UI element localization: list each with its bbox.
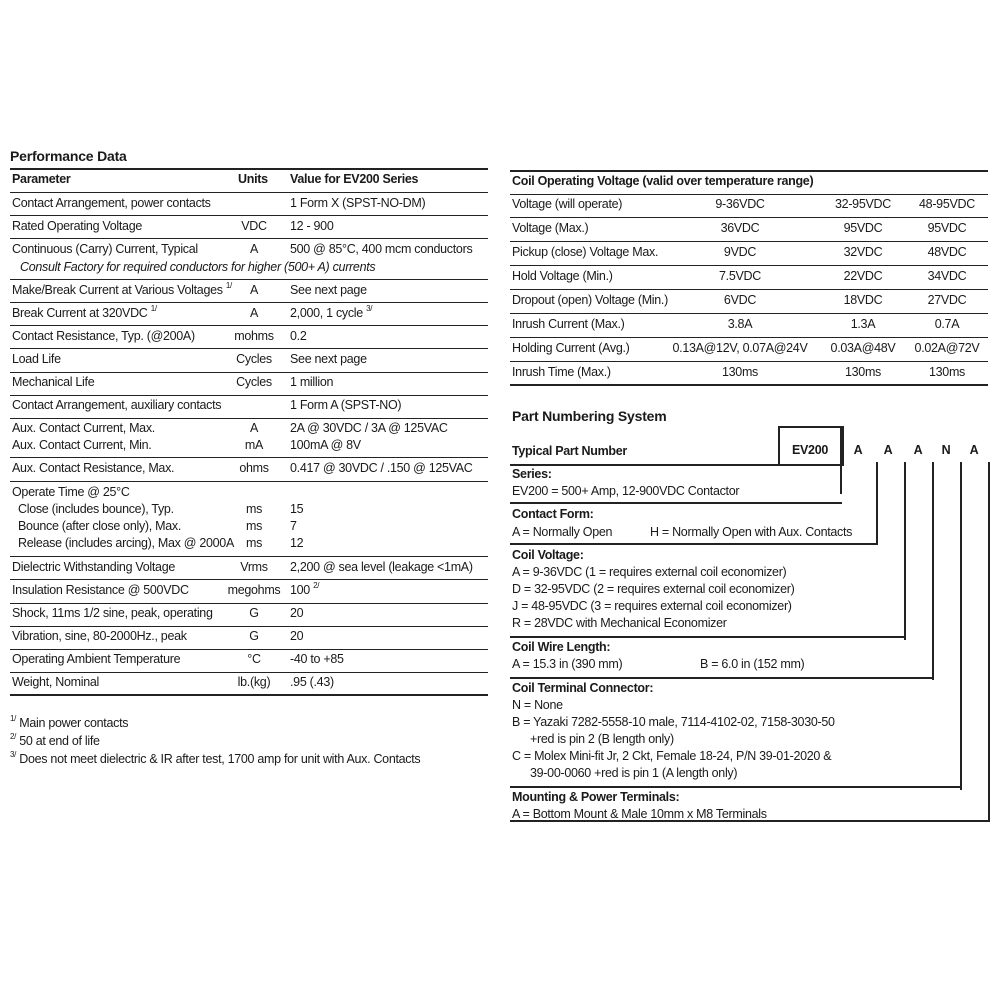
table-row-value: 0.417 @ 30VDC / .150 @ 125VAC (290, 461, 473, 475)
code-mounting: A (969, 443, 979, 457)
table-row-units: A (249, 242, 259, 256)
header-parameter: Parameter (12, 172, 71, 186)
section-line: +red is pin 2 (B length only) (530, 732, 674, 746)
coil-row-label: Voltage (Max.) (512, 221, 589, 235)
divider (10, 481, 488, 482)
table-row-parameter: Aux. Contact Current, Max. (12, 421, 155, 435)
table-row-value: 2,000, 1 cycle $^{3/}$ (290, 304, 373, 320)
coil-row-c2: 95VDC (843, 221, 883, 235)
section-line: D = 32-95VDC (2 = requires external coil economizer) (512, 582, 795, 596)
coil-row-c3: 130ms (928, 365, 966, 379)
table-row-parameter: Continuous (Carry) Current, Typical (12, 242, 198, 256)
section-title-coil-wire-length: Coil Wire Length: (512, 640, 611, 654)
coil-row-c1: 3.8A (727, 317, 753, 331)
divider (510, 194, 988, 195)
section-line: A = 15.3 in (390 mm) (512, 657, 623, 671)
table-row-units: G (249, 606, 259, 620)
divider (510, 464, 842, 466)
section-line: R = 28VDC with Mechanical Economizer (512, 616, 727, 630)
coil-row-c2: 22VDC (843, 269, 883, 283)
coil-row-label: Pickup (close) Voltage Max. (512, 245, 659, 259)
table-row-parameter: Aux. Contact Resistance, Max. (12, 461, 175, 475)
table-row-value: 20 (290, 606, 304, 620)
table-row-note: Consult Factory for required conductors for higher (500+ A) currents (20, 260, 376, 274)
table-row-units: mohms (234, 329, 274, 343)
code-terminal-connector: N (941, 443, 951, 457)
table-row-parameter: Load Life (12, 352, 61, 366)
table-row-parameter: Break Current at 320VDC $^{1/}$ (12, 304, 157, 320)
divider (510, 313, 988, 314)
table-row-parameter: Insulation Resistance @ 500VDC (12, 583, 189, 597)
divider (510, 265, 988, 266)
table-row-value: 20 (290, 629, 304, 643)
divider (10, 603, 488, 604)
divider (510, 543, 878, 545)
table-row-parameter: Release (includes arcing), Max @ 2000A (18, 536, 234, 550)
divider (10, 168, 488, 170)
table-row-units: lb.(kg) (237, 675, 271, 689)
table-row-parameter: Rated Operating Voltage (12, 219, 143, 233)
coil-row-label: Voltage (will operate) (512, 197, 623, 211)
coil-row-c1: 36VDC (720, 221, 760, 235)
divider (510, 361, 988, 362)
section-line: EV200 = 500+ Amp, 12-900VDC Contactor (512, 484, 740, 498)
table-row-parameter: Dielectric Withstanding Voltage (12, 560, 176, 574)
connector-line (840, 426, 842, 494)
connector-line (932, 462, 934, 680)
divider (510, 502, 842, 504)
section-line: J = 48-95VDC (3 = requires external coil economizer) (512, 599, 792, 613)
coil-row-label: Inrush Time (Max.) (512, 365, 611, 379)
table-row-parameter: Contact Arrangement, power contacts (12, 196, 211, 210)
coil-row-c1: 130ms (721, 365, 759, 379)
divider (10, 279, 488, 280)
connector-line (988, 462, 990, 822)
table-row-value: See next page (290, 352, 367, 366)
coil-row-c1: 6VDC (723, 293, 757, 307)
footnote-mark: 3/ (366, 304, 373, 313)
table-row-value: 12 - 900 (290, 219, 334, 233)
code-contact-form: A (853, 443, 863, 457)
connector-line (876, 462, 878, 544)
table-row-units: megohms (227, 583, 281, 597)
table-row-parameter: Aux. Contact Current, Min. (12, 438, 152, 452)
table-row-units: ms (245, 519, 263, 533)
part-numbering-title: Part Numbering System (512, 408, 667, 424)
divider (510, 636, 906, 638)
divider (10, 302, 488, 303)
table-row-value: 7 (290, 519, 297, 533)
divider (510, 786, 962, 788)
divider (10, 672, 488, 673)
divider (10, 215, 488, 216)
table-row-parameter: Shock, 11ms 1/2 sine, peak, operating (12, 606, 213, 620)
table-row-parameter: Vibration, sine, 80-2000Hz., peak (12, 629, 187, 643)
table-row-units: VDC (241, 219, 267, 233)
coil-row-label: Dropout (open) Voltage (Min.) (512, 293, 668, 307)
coil-row-c1: 9VDC (723, 245, 757, 259)
table-row-units: A (249, 283, 259, 297)
table-row-value: 100 $^{2/}$ (290, 581, 320, 597)
typical-part-number-label: Typical Part Number (512, 444, 627, 458)
coil-row-c2: 18VDC (843, 293, 883, 307)
table-row-value: 1 Form A (SPST-NO) (290, 398, 402, 412)
connector-line (960, 462, 962, 790)
divider (10, 457, 488, 458)
table-row-value: 15 (290, 502, 304, 516)
table-row-value: See next page (290, 283, 367, 297)
section-line: N = None (512, 698, 563, 712)
divider (510, 677, 934, 679)
divider (510, 241, 988, 242)
section-line: B = Yazaki 7282-5558-10 male, 7114-4102-02, 7158-3030-50 (512, 715, 835, 729)
table-row-units: ms (245, 502, 263, 516)
table-row-parameter: Contact Resistance, Typ. (@200A) (12, 329, 195, 343)
section-title-coil-terminal-connector: Coil Terminal Connector: (512, 681, 654, 695)
coil-row-c1: 7.5VDC (719, 269, 761, 283)
table-row-value: 1 Form X (SPST-NO-DM) (290, 196, 426, 210)
table-row-value: .95 (.43) (290, 675, 334, 689)
coil-row-c1: 9-36VDC (715, 197, 765, 211)
coil-row-c3: 27VDC (927, 293, 967, 307)
divider (10, 395, 488, 396)
code-series: EV200 (791, 443, 829, 457)
divider (10, 325, 488, 326)
section-title-contact-form: Contact Form: (512, 507, 594, 521)
divider (510, 384, 988, 386)
coil-row-c3: 48VDC (927, 245, 967, 259)
coil-row-label: Inrush Current (Max.) (512, 317, 625, 331)
divider (10, 556, 488, 557)
table-row-parameter: Contact Arrangement, auxiliary contacts (12, 398, 222, 412)
coil-row-c3: 48-95VDC (919, 197, 975, 211)
coil-title: Coil Operating Voltage (valid over temperature range) (512, 174, 814, 188)
coil-row-c2: 32-95VDC (835, 197, 891, 211)
section-line: A = Bottom Mount & Male 10mm x M8 Terminals (512, 807, 767, 821)
section-line: H = Normally Open with Aux. Contacts (650, 525, 853, 539)
coil-row-c3: 0.02A@72V (914, 341, 980, 355)
section-line: C = Molex Mini-fit Jr, 2 Ckt, Female 18-24, P/N 39-01-2020 & (512, 749, 832, 763)
header-value: Value for EV200 Series (290, 172, 419, 186)
table-row-value: 0.2 (290, 329, 307, 343)
table-row-parameter: Close (includes bounce), Typ. (18, 502, 174, 516)
section-line: A = Normally Open (512, 525, 613, 539)
table-row-value: 100mA @ 8V (290, 438, 361, 452)
section-title-series: Series: (512, 467, 552, 481)
section-title-coil-voltage: Coil Voltage: (512, 548, 584, 562)
section-line: A = 9-36VDC (1 = requires external coil economizer) (512, 565, 787, 579)
table-row-value: 500 @ 85°C, 400 mcm conductors (290, 242, 473, 256)
coil-row-c3: 34VDC (927, 269, 967, 283)
table-row-units: mA (244, 438, 264, 452)
section-line: B = 6.0 in (152 mm) (700, 657, 805, 671)
divider (10, 418, 488, 419)
coil-row-c2: 1.3A (850, 317, 876, 331)
table-row-parameter: Mechanical Life (12, 375, 95, 389)
divider (10, 238, 488, 239)
code-wire-length: A (913, 443, 923, 457)
divider (510, 820, 990, 822)
coil-row-label: Hold Voltage (Min.) (512, 269, 613, 283)
table-row-units: ohms (239, 461, 269, 475)
coil-row-c2: 130ms (844, 365, 882, 379)
divider (510, 337, 988, 338)
table-row-parameter: Weight, Nominal (12, 675, 99, 689)
table-row-value: 1 million (290, 375, 334, 389)
table-row-value: 2,200 @ sea level (leakage <1mA) (290, 560, 473, 574)
table-row-units: Vrms (240, 560, 268, 574)
divider (10, 626, 488, 627)
divider (510, 170, 988, 172)
table-row-parameter: Bounce (after close only), Max. (18, 519, 181, 533)
footnote: $^{1/}$ Main power contacts (10, 714, 129, 730)
table-row-parameter: Make/Break Current at Various Voltages $^{1/}$ (12, 281, 232, 297)
coil-row-c2: 0.03A@48V (830, 341, 896, 355)
table-row-units: G (249, 629, 259, 643)
header-units: Units (238, 172, 268, 186)
divider (10, 579, 488, 580)
table-row-units: ms (245, 536, 263, 550)
table-row-value: 2A @ 30VDC / 3A @ 125VAC (290, 421, 448, 435)
coil-row-c2: 32VDC (843, 245, 883, 259)
connector-line (904, 462, 906, 640)
table-row-units: Cycles (236, 352, 272, 366)
footnote-mark: 1/ (150, 304, 157, 313)
coil-row-c1: 0.13A@12V, 0.07A@24V (672, 341, 808, 355)
divider (10, 694, 488, 696)
divider (510, 217, 988, 218)
divider (10, 649, 488, 650)
table-row-parameter: Operating Ambient Temperature (12, 652, 181, 666)
footnote: $^{3/}$ Does not meet dielectric & IR after test, 1700 amp for unit with Aux. Contacts (10, 750, 421, 766)
divider (510, 289, 988, 290)
table-row-units: A (249, 306, 259, 320)
divider (10, 372, 488, 373)
footnote: $^{2/}$ 50 at end of life (10, 732, 100, 748)
coil-row-label: Holding Current (Avg.) (512, 341, 630, 355)
footnote-mark: 2/ (313, 581, 320, 590)
performance-title: Performance Data (10, 148, 127, 164)
coil-row-c3: 0.7A (934, 317, 960, 331)
table-row-parameter: Operate Time @ 25°C (12, 485, 130, 499)
table-row-value: -40 to +85 (290, 652, 344, 666)
section-line: 39-00-0060 +red is pin 1 (A length only) (530, 766, 738, 780)
table-row-units: °C (247, 652, 261, 666)
code-coil-voltage: A (883, 443, 893, 457)
table-row-units: A (249, 421, 259, 435)
divider (10, 348, 488, 349)
table-row-value: 12 (290, 536, 304, 550)
table-row-units: Cycles (236, 375, 272, 389)
coil-row-c3: 95VDC (927, 221, 967, 235)
footnote-mark: 1/ (225, 281, 232, 290)
divider (10, 192, 488, 193)
section-title-mounting: Mounting & Power Terminals: (512, 790, 680, 804)
